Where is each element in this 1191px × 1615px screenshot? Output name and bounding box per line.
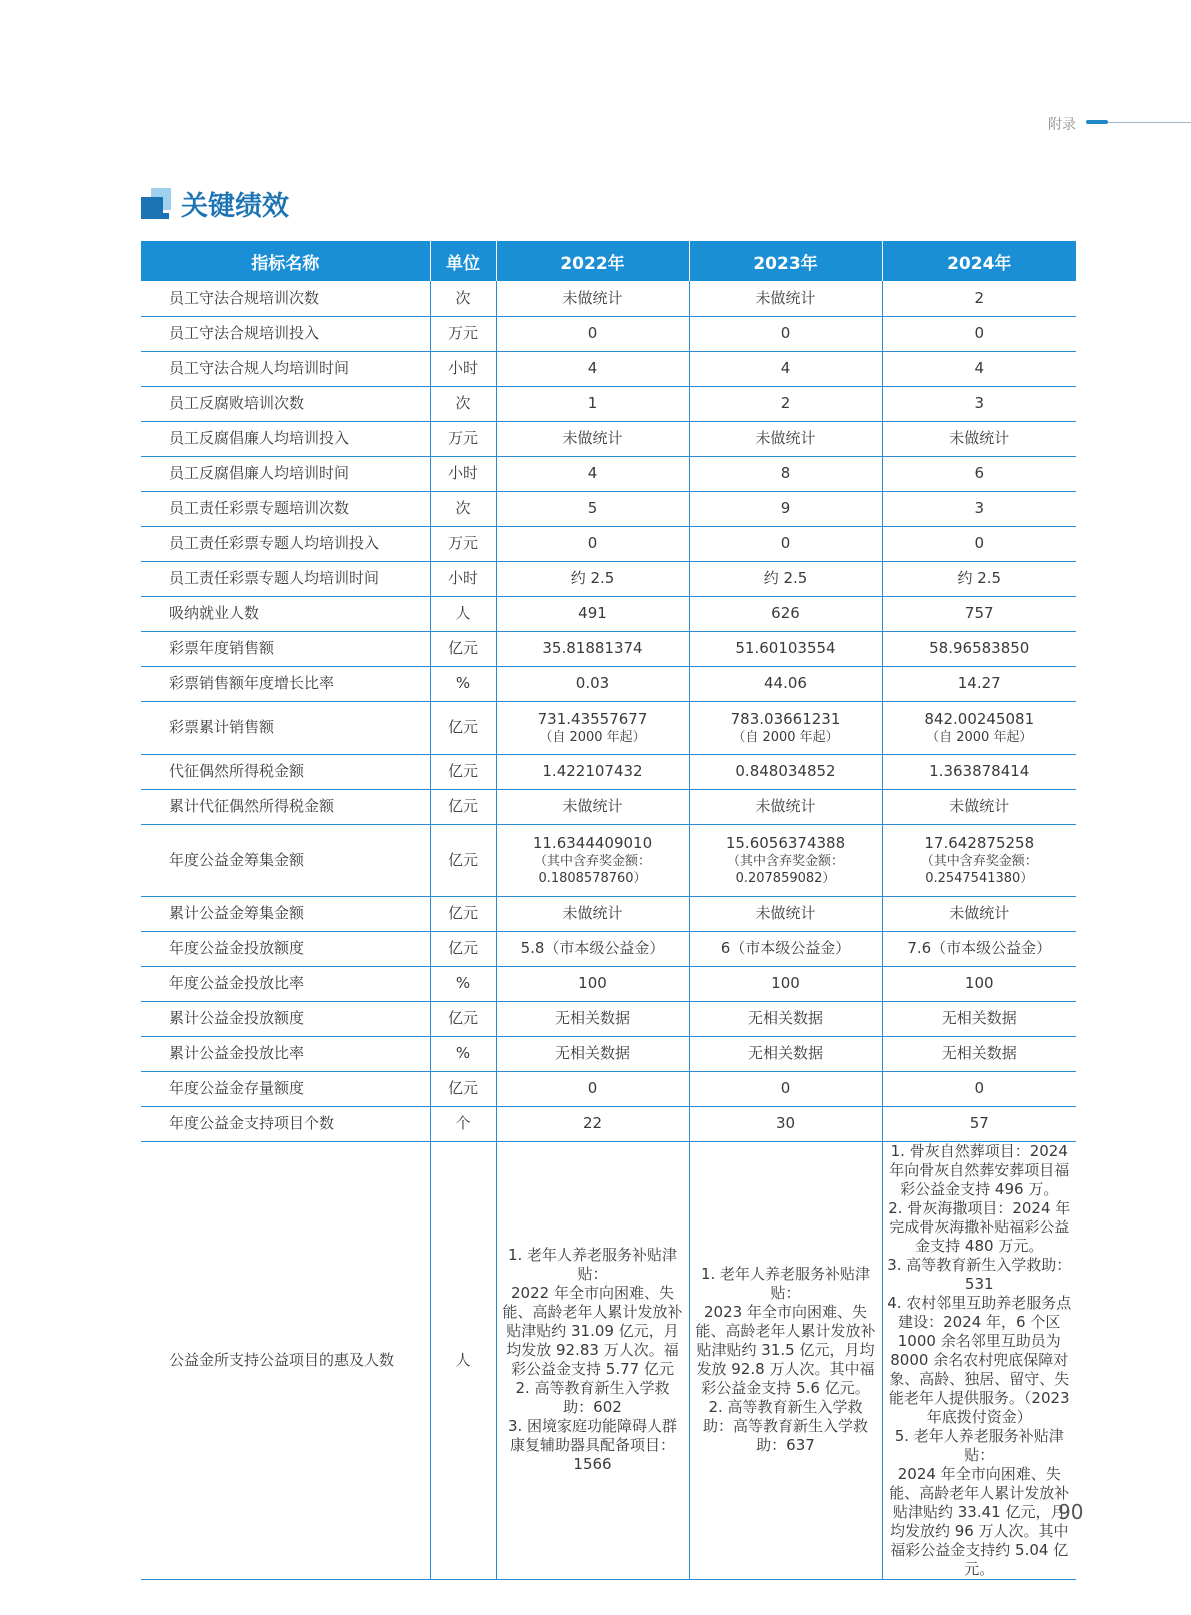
cell-2024: 3 [882, 491, 1076, 526]
row-name: 员工守法合规人均培训时间 [141, 351, 430, 386]
table-row [141, 526, 1076, 561]
cell-2023: 100 [689, 966, 882, 1001]
cell-2022: 22 [496, 1106, 689, 1141]
cell-2024: 未做统计 [882, 421, 1076, 456]
row-unit: 个 [430, 1106, 496, 1141]
cell-value: 731.43557677 [537, 709, 648, 728]
cell-2023: 626 [689, 596, 882, 631]
cell-2024: 0 [882, 316, 1076, 351]
table-row [141, 561, 1076, 596]
cell-value: 17.642875258 [924, 833, 1035, 852]
cell-value: 11.6344409010 [532, 833, 653, 852]
row-unit: 万元 [430, 526, 496, 561]
row-name: 员工责任彩票专题培训次数 [141, 491, 430, 526]
cell-2024: 无相关数据 [882, 1036, 1076, 1071]
header-2024: 2024年 [882, 241, 1076, 281]
cell-2023: 4 [689, 351, 882, 386]
cell-2022 [496, 824, 689, 896]
cell-2022: 未做统计 [496, 281, 689, 316]
cell-2023: 44.06 [689, 666, 882, 701]
table-row [141, 754, 1076, 789]
cell-2022: 35.81881374 [496, 631, 689, 666]
table-row [141, 596, 1076, 631]
cell-2024: 58.96583850 [882, 631, 1076, 666]
table-row [141, 1141, 1076, 1579]
row-name: 公益金所支持公益项目的惠及人数 [141, 1141, 430, 1579]
row-name: 累计公益金投放比率 [141, 1036, 430, 1071]
table-row [141, 281, 1076, 316]
row-unit: 亿元 [430, 701, 496, 754]
table-row [141, 316, 1076, 351]
cell-2023 [689, 824, 882, 896]
row-name: 员工反腐败培训次数 [141, 386, 430, 421]
cell-sub: （其中含弃奖金额： [726, 853, 844, 869]
cell-2022: 491 [496, 596, 689, 631]
row-name: 年度公益金投放比率 [141, 966, 430, 1001]
cell-2022 [496, 701, 689, 754]
table-header-row [141, 241, 1076, 281]
cell-2023: 9 [689, 491, 882, 526]
table-row [141, 966, 1076, 1001]
cell-2022: 1.422107432 [496, 754, 689, 789]
cell-2023: 8 [689, 456, 882, 491]
row-name: 彩票累计销售额 [141, 701, 430, 754]
table-row [141, 1106, 1076, 1141]
row-unit: 亿元 [430, 754, 496, 789]
cell-2023: 51.60103554 [689, 631, 882, 666]
cell-2022: 未做统计 [496, 896, 689, 931]
cell-2024 [882, 701, 1076, 754]
table-row [141, 701, 1076, 754]
cell-2022: 0 [496, 316, 689, 351]
row-unit: 次 [430, 281, 496, 316]
row-unit: 亿元 [430, 931, 496, 966]
row-unit: % [430, 966, 496, 1001]
cell-2024: 2 [882, 281, 1076, 316]
cell-2024-note: 1. 骨灰自然葬项目：2024 年向骨灰自然葬安葬项目福彩公益金支持 496 万。 2. 骨灰海撒项目：2024 年完成骨灰海撒补贴福彩公益金支持 480 万元。 3. 高等教育新生入学救助：531 4. 农村邻里互助养老服务点建设：2024 年，6 个区 1000 余名邻里互助员为 8000 余名农村兜底保障对象、高龄、独居、留守、失能老年人提供服务。（2023 年底拨付资金） 5. 老年人养老服务补贴津贴： 2024 年全市向困难、失能、高龄老年人累计发放补贴津贴约 33.41 亿元，月均发放约 96 万人次。其中福彩公益金支持约 5.04 亿元。 [882, 1141, 1076, 1579]
row-unit: 亿元 [430, 1001, 496, 1036]
cell-2022: 4 [496, 456, 689, 491]
cell-value: 783.03661231 [730, 709, 841, 728]
header-2022: 2022年 [496, 241, 689, 281]
row-unit: 次 [430, 491, 496, 526]
table-row [141, 896, 1076, 931]
table-row [141, 421, 1076, 456]
table-row [141, 789, 1076, 824]
cell-sub: （自 2000 年起） [539, 729, 646, 745]
row-unit: 小时 [430, 456, 496, 491]
table-row [141, 1071, 1076, 1106]
row-unit: 亿元 [430, 789, 496, 824]
cell-sub: （其中含弃奖金额： [920, 853, 1038, 869]
cell-2024: 0 [882, 526, 1076, 561]
header-accent [1086, 120, 1108, 124]
cell-2024: 1.363878414 [882, 754, 1076, 789]
cell-2022: 5 [496, 491, 689, 526]
section-title: 关键绩效 [181, 191, 289, 222]
cell-2023: 0 [689, 526, 882, 561]
row-name: 年度公益金存量额度 [141, 1071, 430, 1106]
cell-2024: 7.6（市本级公益金） [882, 931, 1076, 966]
header-2023: 2023年 [689, 241, 882, 281]
cell-sub: 0.2547541380） [925, 870, 1034, 886]
row-name: 员工守法合规培训投入 [141, 316, 430, 351]
row-unit: 亿元 [430, 824, 496, 896]
key-performance-table [141, 241, 1076, 1580]
cell-2024: 0 [882, 1071, 1076, 1106]
cell-2023 [689, 701, 882, 754]
table-row [141, 386, 1076, 421]
cell-2023-note: 1. 老年人养老服务补贴津贴： 2023 年全市向困难、失能、高龄老年人累计发放补贴津贴约 31.5 亿元，月均发放 92.8 万人次。其中福彩公益金支持 5.6 亿元。 2. 高等教育新生入学救助：高等教育新生入学救助：637 [689, 1141, 882, 1579]
cell-2024 [882, 824, 1076, 896]
row-name: 员工反腐倡廉人均培训时间 [141, 456, 430, 491]
row-name: 彩票销售额年度增长比率 [141, 666, 430, 701]
cell-2023: 无相关数据 [689, 1001, 882, 1036]
cell-2023: 未做统计 [689, 421, 882, 456]
cell-2022: 5.8（市本级公益金） [496, 931, 689, 966]
row-name: 年度公益金支持项目个数 [141, 1106, 430, 1141]
cell-2023: 30 [689, 1106, 882, 1141]
cell-2024: 57 [882, 1106, 1076, 1141]
cell-2023: 0.848034852 [689, 754, 882, 789]
row-unit: 万元 [430, 316, 496, 351]
cell-2023: 未做统计 [689, 281, 882, 316]
section-label: 附录 [1048, 117, 1076, 133]
cell-2022: 1 [496, 386, 689, 421]
row-unit: % [430, 1036, 496, 1071]
cell-2022: 无相关数据 [496, 1001, 689, 1036]
table-row [141, 351, 1076, 386]
cell-2024: 3 [882, 386, 1076, 421]
cell-sub: （自 2000 年起） [732, 729, 839, 745]
row-name: 年度公益金筹集金额 [141, 824, 430, 896]
row-name: 累计公益金筹集金额 [141, 896, 430, 931]
row-name: 员工责任彩票专题人均培训时间 [141, 561, 430, 596]
cell-2022: 未做统计 [496, 421, 689, 456]
row-unit: 人 [430, 1141, 496, 1579]
row-unit: % [430, 666, 496, 701]
cell-2022: 未做统计 [496, 789, 689, 824]
row-name: 年度公益金投放额度 [141, 931, 430, 966]
header-indicator: 指标名称 [141, 241, 430, 281]
row-unit: 亿元 [430, 1071, 496, 1106]
row-unit: 亿元 [430, 896, 496, 931]
cell-2022-note: 1. 老年人养老服务补贴津贴： 2022 年全市向困难、失能、高龄老年人累计发放补贴津贴约 31.09 亿元，月均发放 92.83 万人次。福彩公益金支持 5.77 亿元 2. 高等教育新生入学救助：602 3. 困境家庭功能障碍人群康复辅助器具配备项目：1566 [496, 1141, 689, 1579]
cell-sub: 0.207859082） [735, 870, 836, 886]
row-name: 员工守法合规培训次数 [141, 281, 430, 316]
row-name: 员工反腐倡廉人均培训投入 [141, 421, 430, 456]
cell-2022: 约 2.5 [496, 561, 689, 596]
title-squares-icon [141, 188, 169, 220]
row-unit: 次 [430, 386, 496, 421]
row-unit: 人 [430, 596, 496, 631]
table-row [141, 824, 1076, 896]
cell-2024: 4 [882, 351, 1076, 386]
row-unit: 小时 [430, 351, 496, 386]
cell-2024: 100 [882, 966, 1076, 1001]
cell-2024: 757 [882, 596, 1076, 631]
cell-2022: 4 [496, 351, 689, 386]
cell-2023: 0 [689, 316, 882, 351]
cell-sub: （其中含弃奖金额： [533, 853, 651, 869]
cell-2022: 100 [496, 966, 689, 1001]
row-name: 累计公益金投放额度 [141, 1001, 430, 1036]
cell-2022: 0 [496, 526, 689, 561]
table-row [141, 456, 1076, 491]
cell-2023: 未做统计 [689, 789, 882, 824]
cell-2023: 0 [689, 1071, 882, 1106]
cell-2022: 0 [496, 1071, 689, 1106]
table-row [141, 631, 1076, 666]
table-row [141, 931, 1076, 966]
cell-2024: 未做统计 [882, 789, 1076, 824]
table-row [141, 666, 1076, 701]
row-unit: 万元 [430, 421, 496, 456]
row-unit: 亿元 [430, 631, 496, 666]
header-unit: 单位 [430, 241, 496, 281]
cell-sub: 0.1808578760） [538, 870, 647, 886]
row-name: 彩票年度销售额 [141, 631, 430, 666]
cell-2023: 2 [689, 386, 882, 421]
cell-2023: 无相关数据 [689, 1036, 882, 1071]
row-name: 代征偶然所得税金额 [141, 754, 430, 789]
cell-2022: 0.03 [496, 666, 689, 701]
cell-2024: 约 2.5 [882, 561, 1076, 596]
row-name: 吸纳就业人数 [141, 596, 430, 631]
row-name: 累计代征偶然所得税金额 [141, 789, 430, 824]
cell-2023: 约 2.5 [689, 561, 882, 596]
cell-2023: 未做统计 [689, 896, 882, 931]
cell-2024: 无相关数据 [882, 1001, 1076, 1036]
cell-2024: 未做统计 [882, 896, 1076, 931]
table-row [141, 1001, 1076, 1036]
table-row [141, 491, 1076, 526]
cell-2024: 6 [882, 456, 1076, 491]
cell-2024: 14.27 [882, 666, 1076, 701]
table-row [141, 1036, 1076, 1071]
row-unit: 小时 [430, 561, 496, 596]
cell-value: 15.6056374388 [725, 833, 846, 852]
cell-2022: 无相关数据 [496, 1036, 689, 1071]
cell-sub: （自 2000 年起） [926, 729, 1033, 745]
cell-value: 842.00245081 [924, 709, 1035, 728]
page-number: 90 [1058, 1500, 1084, 1524]
row-name: 员工责任彩票专题人均培训投入 [141, 526, 430, 561]
cell-2023: 6（市本级公益金） [689, 931, 882, 966]
